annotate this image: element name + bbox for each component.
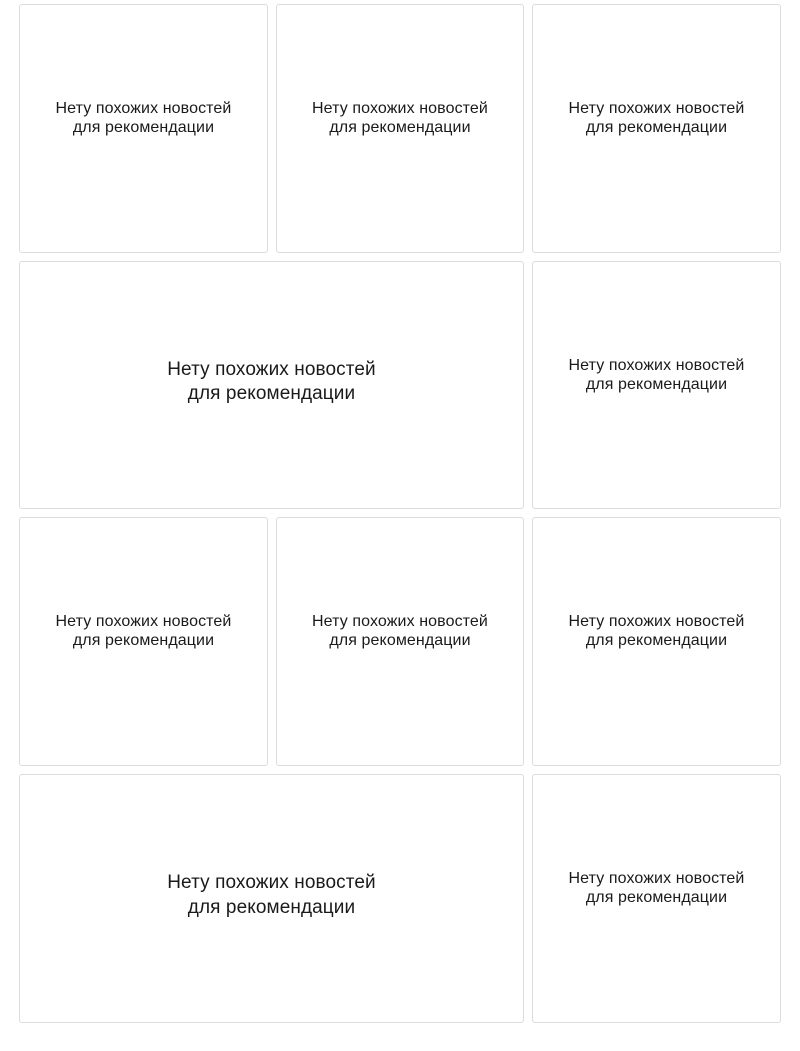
empty-message-line-2: для рекомендации [187,383,356,404]
empty-message-line-2: для рекомендации [187,896,356,918]
news-card-empty-wide[interactable] [19,261,524,509]
empty-message-line-2: для рекомендации [585,376,728,394]
empty-message-line-2: для рекомендации [329,632,471,650]
news-card-empty[interactable] [532,4,781,253]
empty-message-line-1: Нету похожих новостей [55,100,232,117]
news-card-empty[interactable] [532,774,781,1023]
empty-message-line-1: Нету похожих новостей [312,613,488,630]
empty-message-line-2: для рекомендации [329,119,471,137]
news-card-empty[interactable] [532,517,781,766]
empty-message-line-2: для рекомендации [585,889,728,907]
empty-message [56,612,232,650]
empty-message [312,99,488,137]
news-card-empty[interactable] [532,261,781,509]
empty-message [167,871,376,919]
empty-message-line-1: Нету похожих новостей [568,357,745,374]
news-card-empty[interactable] [19,517,268,766]
empty-message [569,99,745,137]
empty-message-line-2: для рекомендации [72,632,215,650]
empty-message-line-1: Нету похожих новостей [167,358,376,380]
empty-message-line-2: для рекомендации [72,119,215,137]
empty-message-line-1: Нету похожих новостей [568,100,745,117]
empty-message [167,358,376,406]
empty-message [569,869,745,907]
news-card-empty[interactable] [276,517,524,766]
news-card-empty[interactable] [19,4,268,253]
empty-message-line-1: Нету похожих новостей [55,613,232,630]
empty-message-line-1: Нету похожих новостей [312,100,488,117]
news-card-empty[interactable] [276,4,524,253]
empty-message-line-2: для рекомендации [585,119,728,137]
empty-message [312,612,488,650]
empty-message [569,612,745,650]
empty-message-line-1: Нету похожих новостей [568,870,745,887]
empty-message [56,99,232,137]
empty-message [569,356,745,394]
empty-message-line-2: для рекомендации [585,632,728,650]
news-card-empty-wide[interactable] [19,774,524,1023]
empty-message-line-1: Нету похожих новостей [167,872,376,894]
empty-message-line-1: Нету похожих новостей [568,613,745,630]
